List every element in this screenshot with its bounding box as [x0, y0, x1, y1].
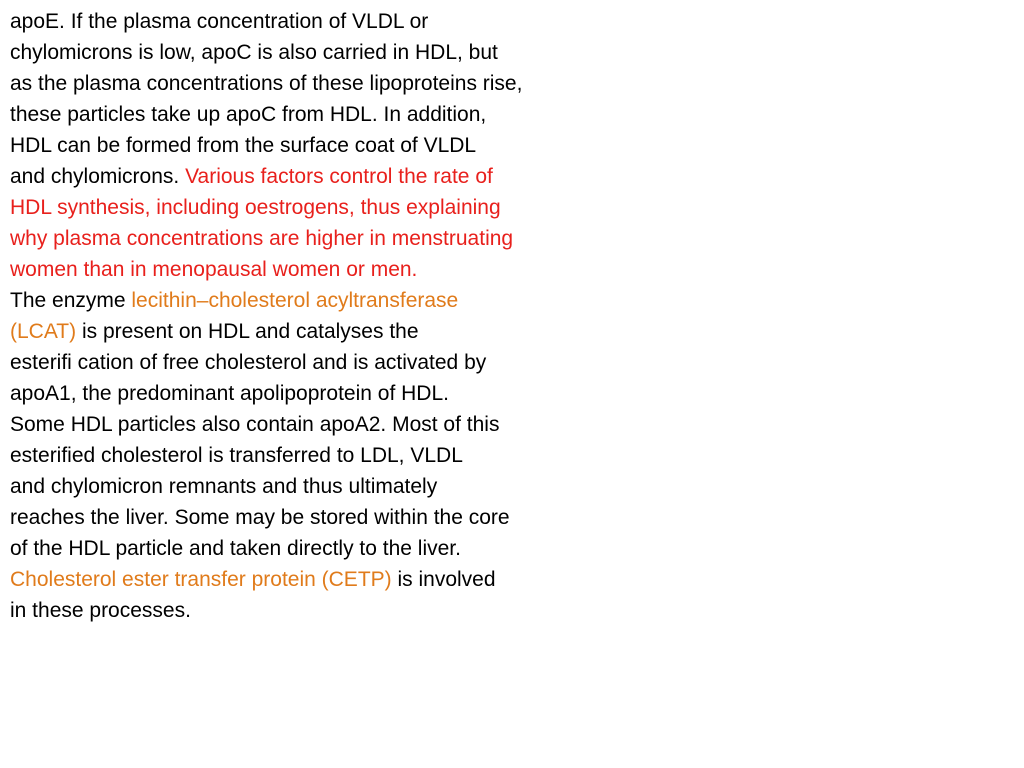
highlight-orange-text: Cholesterol ester transfer protein (CETP) [10, 568, 392, 591]
text-segment: chylomicrons is low, apoC is also carried in HDL, but [10, 41, 498, 64]
text-line [10, 378, 650, 409]
text-line [10, 471, 650, 502]
text-segment: esterified cholesterol is transferred to LDL, VLDL [10, 444, 463, 467]
text-segment: apoE. If the plasma concentration of VLDL or [10, 10, 429, 33]
text-segment: apoA1, the predominant apolipoprotein of HDL. [10, 382, 449, 405]
highlight-red-text: why plasma concentrations are higher in menstruating [10, 227, 514, 250]
text-line [10, 409, 650, 440]
text-line [10, 68, 650, 99]
text-line [10, 533, 650, 564]
text-segment: esterifi cation of free cholesterol and is activated by [10, 351, 487, 374]
highlight-red-text: women than in menopausal women or men. [10, 258, 418, 281]
body-text [10, 6, 650, 626]
text-segment: HDL can be formed from the surface coat of VLDL [10, 134, 477, 157]
text-line [10, 99, 650, 130]
text-segment: reaches the liver. Some may be stored within the core [10, 506, 510, 529]
highlight-red-text: Various factors control the rate of [185, 165, 493, 188]
text-line [10, 502, 650, 533]
text-line [10, 564, 650, 595]
text-line [10, 254, 650, 285]
text-segment: Some HDL particles also contain apoA2. Most of this [10, 413, 500, 436]
text-line [10, 223, 650, 254]
text-line [10, 130, 650, 161]
text-line [10, 285, 650, 316]
text-segment: is involved [391, 568, 496, 591]
text-line [10, 347, 650, 378]
highlight-orange-text: lecithin–cholesterol acyltransferase [131, 289, 459, 312]
text-segment: in these processes. [10, 599, 191, 622]
highlight-red-text: HDL synthesis, including oestrogens, thus explaining [10, 196, 501, 219]
text-segment: The enzyme [10, 289, 132, 312]
text-line [10, 316, 650, 347]
highlight-orange-text: (LCAT) [10, 320, 77, 343]
text-segment: these particles take up apoC from HDL. In addition, [10, 103, 487, 126]
text-segment: is present on HDL and catalyses the [76, 320, 419, 343]
text-line [10, 595, 650, 626]
text-line [10, 37, 650, 68]
text-line [10, 6, 650, 37]
text-line [10, 161, 650, 192]
text-segment: and chylomicron remnants and thus ultimately [10, 475, 438, 498]
text-line [10, 440, 650, 471]
text-line [10, 192, 650, 223]
text-segment: as the plasma concentrations of these lipoproteins rise, [10, 72, 523, 95]
text-segment: and chylomicrons. [10, 165, 186, 188]
text-segment: of the HDL particle and taken directly to the liver. [10, 537, 461, 560]
